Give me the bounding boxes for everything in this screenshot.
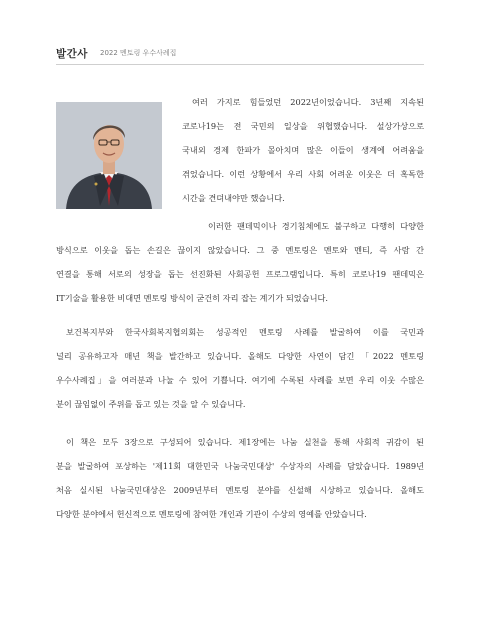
paragraph-4-line: 분을 발굴하여 포상하는 '제11회 대한민국 나눔국민대상' 수상자의 사례를 담았습니다. 1989년 (56, 461, 424, 471)
paragraph-1-line: 코로나19는 전 국민의 일상을 위협했습니다. 설상가상으로 (182, 121, 424, 131)
paragraph-4-line: 다양한 분야에서 헌신적으로 멘토링에 참여한 개인과 기관이 수상의 영예를 안았습니다. (56, 509, 367, 519)
paragraph-3-line: 분이 끊임없이 주위를 돕고 있는 것을 알 수 있습니다. (56, 399, 246, 409)
header-divider (56, 64, 424, 65)
paragraph-3-line: 우수사례집」을 여러분과 나눌 수 있어 기쁩니다. 여기에 수록된 사례를 보면 우리 이웃 수많은 (56, 375, 424, 385)
paragraph-1-line: 여러 가지로 힘들었던 2022년이었습니다. 3년째 지속된 (192, 97, 424, 107)
paragraph-2-line: IT기술을 활용한 비대면 멘토링 방식이 굳건히 자리 잡는 계기가 되었습니다. (56, 293, 328, 303)
paragraph-4-line: 이 책은 모두 3장으로 구성되어 있습니다. 제1장에는 나눔 실천을 통해 사회적 귀감이 된 (66, 437, 424, 447)
paragraph-1-line: 시간을 견뎌내야만 했습니다. (182, 193, 285, 203)
paragraph-3-line: 보건복지부와 한국사회복지협의회는 성공적인 멘토링 사례를 발굴하여 이를 국민과 (66, 327, 424, 337)
book-subtitle: 2022 멘토링 우수사례집 (100, 49, 177, 57)
paragraph-1-line: 국내외 경제 한파가 몰아치며 많은 이들이 생계에 어려움을 (182, 145, 424, 155)
section-title: 발간사 (56, 48, 88, 60)
paragraph-3 (56, 320, 424, 416)
paragraph-2-line: 방식으로 이웃을 돕는 손길은 끊이지 않았습니다. 그 중 멘토링은 멘토와 멘티, 즉 사람 간 (56, 245, 424, 255)
portrait-photo (56, 102, 162, 209)
paragraph-2-line: 연결을 통해 서로의 성장을 돕는 선진화된 사회공헌 프로그램입니다. 특히 코로나19 팬데믹은 (56, 269, 424, 279)
paragraph-3-line: 널리 공유하고자 매년 책을 발간하고 있습니다. 올해도 다양한 사연이 담긴 「2022 멘토링 (56, 351, 424, 361)
paragraph-1 (182, 90, 424, 210)
paragraph-2 (56, 214, 424, 310)
page-header (56, 46, 424, 66)
paragraph-4-line: 처음 실시된 나눔국민대상은 2009년부터 멘토링 분야를 신설해 시상하고 있습니다. 올해도 (56, 485, 424, 495)
portrait-illustration (56, 102, 162, 209)
paragraph-4 (56, 430, 424, 526)
paragraph-1-line: 겪었습니다. 이런 상황에서 우리 사회 어려운 이웃은 더 혹독한 (182, 169, 424, 179)
paragraph-2-line: 이러한 팬데믹이나 경기침체에도 불구하고 다행히 다양한 (208, 221, 424, 231)
